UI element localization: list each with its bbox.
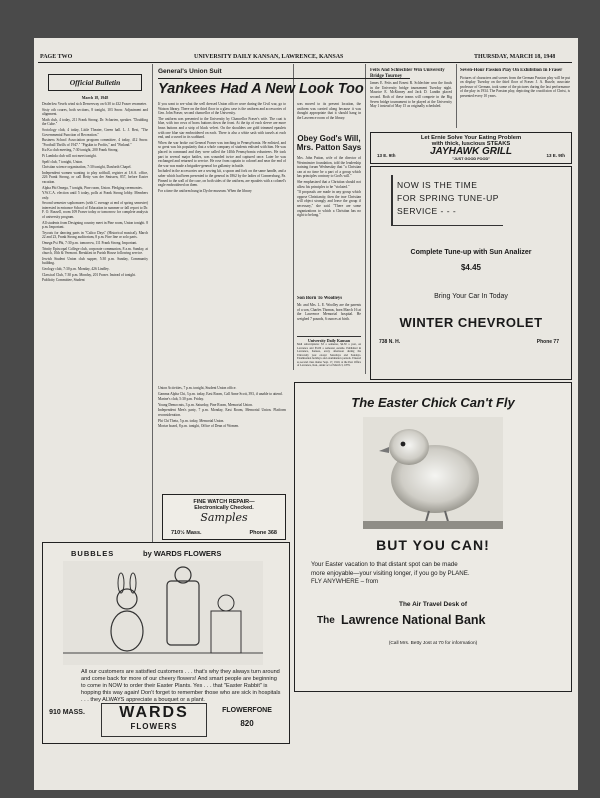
masthead-box-title: University Daily Kansan [307,338,350,343]
calendar-list [158,386,286,490]
bulletin-item: Math club, 4 today, 211 Frank Strong. Dr. Scharten, speaker. "Doubling the Cube." [42,117,148,127]
obey-para: "If proposals are made in any group which oppose Christianity, then the true Christian will object strongly and leave the group if necessary," she said. "There are some organizations to which a Christian has no right to belong." [297,190,361,218]
bulletin-item: Second semester sophomores (with C average at end of spring semester) interested in entrance School of Education in summer or fall report to Dr. F. O. Russell, room 109 Fraser today or tomorrow for complete analysis of university program. [42,201,148,220]
bubbles-title: BUBBLES [71,549,115,558]
chevy-phone: Phone 77 [536,339,559,345]
bridge-body: James E. Feits and Ernest R. Schlechter won the finals in the University bridge tournament Tuesday night. Maurice E. McKinney and Jack D. Lundin placed second. Both of these teams will compete in the Big Seven bridge tournament to be played at the University May 1 instead of May 15 as originally scheduled. [370,81,452,109]
bank-the: The [317,615,335,626]
union-suit-headline: Yankees Had A New Look Too [158,81,364,97]
page-number: PAGE TWO [40,54,73,60]
jayhawk-grill-ad [370,132,572,164]
calendar-item: Gamma Alpha Chi, 3 p.m. today, East Room, Call Anne Scott, 393, if unable to attend. [158,391,283,396]
bank-copy-line: Your Easter vacation to that distant spot can be made [311,561,458,568]
paper-title: UNIVERSITY DAILY KANSAN, LAWRENCE, KANSAS [194,54,344,60]
grill-name: JAYHAWK GRILL [429,146,513,157]
grill-line1: Let Ernie Solve Your Eating Problem [420,135,522,141]
bank-headline: The Easter Chick Can't Fly [351,395,515,410]
bank-cant: BUT YOU CAN! [376,537,490,553]
wards-logo [101,703,207,737]
bulletin-item: Y.W.C.A. election until 5 today, polls at Frank Strong lobby. Members only. [42,191,148,200]
column-divider [456,64,457,128]
wards-logo-word: WARDS [119,704,189,721]
bulletin-item: Independent women wanting to play softball, register at I.S.A. office, 226 Frank Strong, or call Betty van der Smissen, 857, before Easter vacation. [42,170,148,184]
wards-address: 910 MASS. [49,709,85,716]
passion-story [460,68,570,128]
masthead-box [297,336,361,369]
son-body: Mr. and Mrs. L. E. Woolley are the parents of a son, Charles Thomas, born March 16 at the Lawrence Memorial hospital. He weighed 7 pounds, 6 ounces at birth. [297,303,361,321]
wards-phone-label: FLOWERFONE [222,707,272,714]
bulletin-body [42,102,148,283]
obey-body [297,156,361,292]
passion-headline: Seven-Hour Passion Play On Exhibition In Fraser [460,68,563,73]
bubbles-by: by WARDS FLOWERS [143,549,222,558]
cartoon-illustration [63,561,263,665]
son-headline: Son Born To Woolleys [297,296,343,301]
official-bulletin [42,68,148,580]
bulletin-item: Sixty oth coures, both sections, 8 tonight, 103 Snow. Adjustment and alignment. [42,107,148,117]
union-suit-para: For a time the uniform hung in Dyche museum. When the library [158,188,252,193]
bank-copy [311,561,561,587]
bulletin-item: Classical Club, 7:30 p.m. Monday, 201 Fraser. Instead of tonight. [42,272,136,277]
bulletin-item: Ku Ku club meeting, 7:30 tonight, 200 Frank Strong. [42,148,119,153]
bank-copy-line: more enjoyable—your visiting longer, if you go by PLANE. [311,569,470,577]
watch-shop-name: Samples [200,511,248,524]
bank-call: (Call Mrs. Betty Jost at 70 for information) [388,641,478,646]
union-suit-body [158,102,286,384]
union-suit-para: If you want to see what the well dressed Union officer wore during the Civil war, go to Watson library. There on the third floor in a glass case is the uniform and accessories of Gen. John Fraser, second chancellor of the University. [158,102,286,116]
watch-line2: Electronically Checked. [194,505,254,511]
bulletin-item: Trinity Episcopal College club, corporate communion, 8 a.m. Sunday, at church, 10th & Vermont. Breakfast in Parish House following service. [42,246,148,256]
chevy-cta: Bring Your Car In Today [434,293,508,300]
union-suit-para: Included in the accessories are a sewing kit, a spoon and fork on the same handle, and a saber which had been presented to the general in 1862 by the ladies of Connersburg, Pa. Pinned to the wall of the case, on both sides of the uniform, are epaulets with a colonel's eagle embroidered on them. [158,169,286,188]
grill-line2: with thick, luscious STEAKS [431,141,511,147]
calendar-item: Young Democrats, 3 p.m. Saturday, Pine Room, Memorial Union. [158,402,253,407]
watch-phone: Phone 368 [249,530,277,536]
watch-repair-ad [162,494,286,540]
column-divider [152,64,153,584]
chevy-name: WINTER CHEVROLET [399,315,543,330]
bulletin-item: Sociology club, 4 today, Little Theater, Green hall. L. J. Rest, "The Governmental Function of Recreation." [42,127,148,137]
passion-body: Pictures of characters and scenes from the German Passion play will be put on display Tuesday on the third floor of Fraser. J. A. Burzle, associate professor of German, took some of the pictures during the last performance of the play in 1934. The Passion play, depicting the crucifixion of Christ, is presented every 10 years. [460,75,570,98]
bulletin-item: Alpha Phi Omega, 7 tonight, Pine room, Union. Pledging ceremonies. [42,185,143,190]
union-suit-para: The uniform was presented to the University by Chancellor Fraser's wife. The coat is blue, with two rows of brass buttons down the front. At the tip of each sleeve are more brass buttons and a strip of black velvet. On the shoulders are gold trimmed epaulets with one blue star embroidered on each. There is also a white sash with tassels at each end, and a sword in its scabbard. [158,116,286,140]
bulletin-item: Tryouts for dancing parts in "Calico Days" (Historical musical), March 22 and 23, Frank Strong auditorium, 8 p.m. Fine line or solo parts. [42,230,148,240]
chevy-address: 738 N. H. [379,339,401,345]
obey-headline: Obey God's Will, Mrs. Patton Says [296,134,362,152]
easter-chick-photo [363,417,503,529]
bulletin-item: Omega Psi Phi, 7:30 p.m. tomorrow, 111 Frank Strong. Important. [42,241,138,246]
watch-address: 710½ Mass. [171,530,202,536]
union-suit-col2: was moved to its present location, the uniform was carried along because it was thought appropriate that it should hang in the Lawrence room of the library. [297,102,361,120]
bulletin-item: Dealerlow Vesels wind sich Denverway on 6:30 to 432 Fraser verameter. [42,102,147,106]
union-suit-continued [297,102,361,132]
chevy-headline-block [397,179,499,218]
bulletin-item: Geology club, 7:30 p.m. Monday, 426 Lindley. [42,267,110,271]
obey-para: She emphasized that a Christian should not allow his principles to be "violated." [297,179,361,189]
bulletin-item: Jewish Student Union club supper, 5:30 p.m. Sunday, Community building. [42,256,148,266]
column-divider [293,64,294,370]
bank-easter-ad [294,382,572,692]
issue-date: THURSDAY, MARCH 18, 1948 [474,54,556,60]
calendar-item: Mortar board, 8 p.m. tonight, Office of Dean of Women. [158,424,240,429]
chevy-line: SERVICE - - - [397,206,457,216]
chevy-line: NOW IS THE TIME [397,180,478,190]
grill-right-address: 13 E. 9th [546,153,565,158]
grill-left-address: 13 E. 9th [377,153,396,158]
calendar-item: Marine's club, 5:30 p.m. Friday. [158,397,204,402]
bank-name: Lawrence National Bank [341,613,486,627]
newspaper-page [34,38,578,790]
wards-flowers-ad [42,542,290,744]
chevy-line: FOR SPRING TUNE-UP [397,193,499,203]
calendar-item: Phi Chi Theta, 5 p.m. today, Memorial Union. [158,418,225,423]
masthead-box-text: Mail subscriptions: $3 a semester, $4.50 a year, on Lawrence and $5.00 a semester outside. Published in Lawrence, Kansas, every afternoon during the University year except Saturdays and Sundays. Examination holidays and examination periods. Entered as second class matter Sept. 17, 1910, at the Post Office of Lawrence, Kan., under act of March 3, 1879. [297,343,361,367]
bulletin-title: Official Bulletin [48,74,142,91]
wards-logo-flowers: FLOWERS [130,722,178,731]
watch-line1: FINE WATCH REPAIR— [193,499,255,505]
obey-para: Mrs. John Patton, wife of the director of Westminster foundation, told the leadership training forum Wednesday that "a Christian can at no time be a part of a group which has principles contrary to God's will." [297,156,361,179]
bridge-headline: Feits And Schlechter Win University Bridge Tourney [370,68,445,79]
chevy-price: $4.45 [460,263,482,272]
chevy-offer: Complete Tune-up with Sun Analizer [410,249,532,256]
bulletin-item: Spelf club, 7 tonight, Union. [42,159,84,164]
bank-desk: The Air Travel Desk of [398,601,468,608]
union-suit-para: When the war broke out General Fraser was teaching in Pennsylvania. He enlisted, and so great was his popularity that a whole company of students enlisted with him. He was placed in command and they were called the 140th Pennsylvania volunteers. He took part in several major battles, was wounded twice and captured once. Later he was exchanged and returned to service. He rose from captain to colonel and near the end of the war was made a brigadier-general for gallantry in battle. [158,140,286,168]
bulletin-item: Christian science organization, 7:30 tonight, Danforth Chapel. [42,165,132,170]
masthead-rule [38,62,572,63]
grill-slogan: "JUST GOOD FOOD" [452,157,490,161]
wards-phone: 820 [240,719,254,728]
column-divider [365,64,366,374]
bubbles-copy: All our customers are satisfied customers . . . that's why they always turn around and come back for more of our cheery flowers! And smart people are beginning to come in NOW to order their Easter Plants. Yes . . . that "Easter Rabbit" is hopping this way again! Don't forget to remember those who are sick in hospitals . . . they ALWAYS appreciate a bouquet or a plant. [81,669,281,703]
bulletin-item: All students from Designing country meet in Pine room, Union tonight. 8 p.m. Important. [42,220,148,230]
bulletin-date: March 18, 1948 [81,95,109,100]
bank-copy-line: FLY ANYWHERE – from [311,578,379,585]
bridge-story [370,68,452,128]
chevrolet-ad [370,166,572,380]
union-suit-kicker: General's Union Suit [158,68,222,75]
calendar-item: Union Activities, 7 p.m. tonight, Student Union office. [158,386,237,390]
bulletin-item: Business School Association program committee, 4 today, 412 Snow. "Football Thrills of 1947." "Pigskin to Profits," and "Finland." [42,138,148,147]
bulletin-item: Pi Lambda club will not meet tonight. [42,153,97,158]
bulletin-item: Publicity Committee, Student [42,278,85,283]
calendar-item: Independent Men's party, 7 p.m. Monday, East Room, Memorial Union. Platform reconsideration. [158,408,286,417]
